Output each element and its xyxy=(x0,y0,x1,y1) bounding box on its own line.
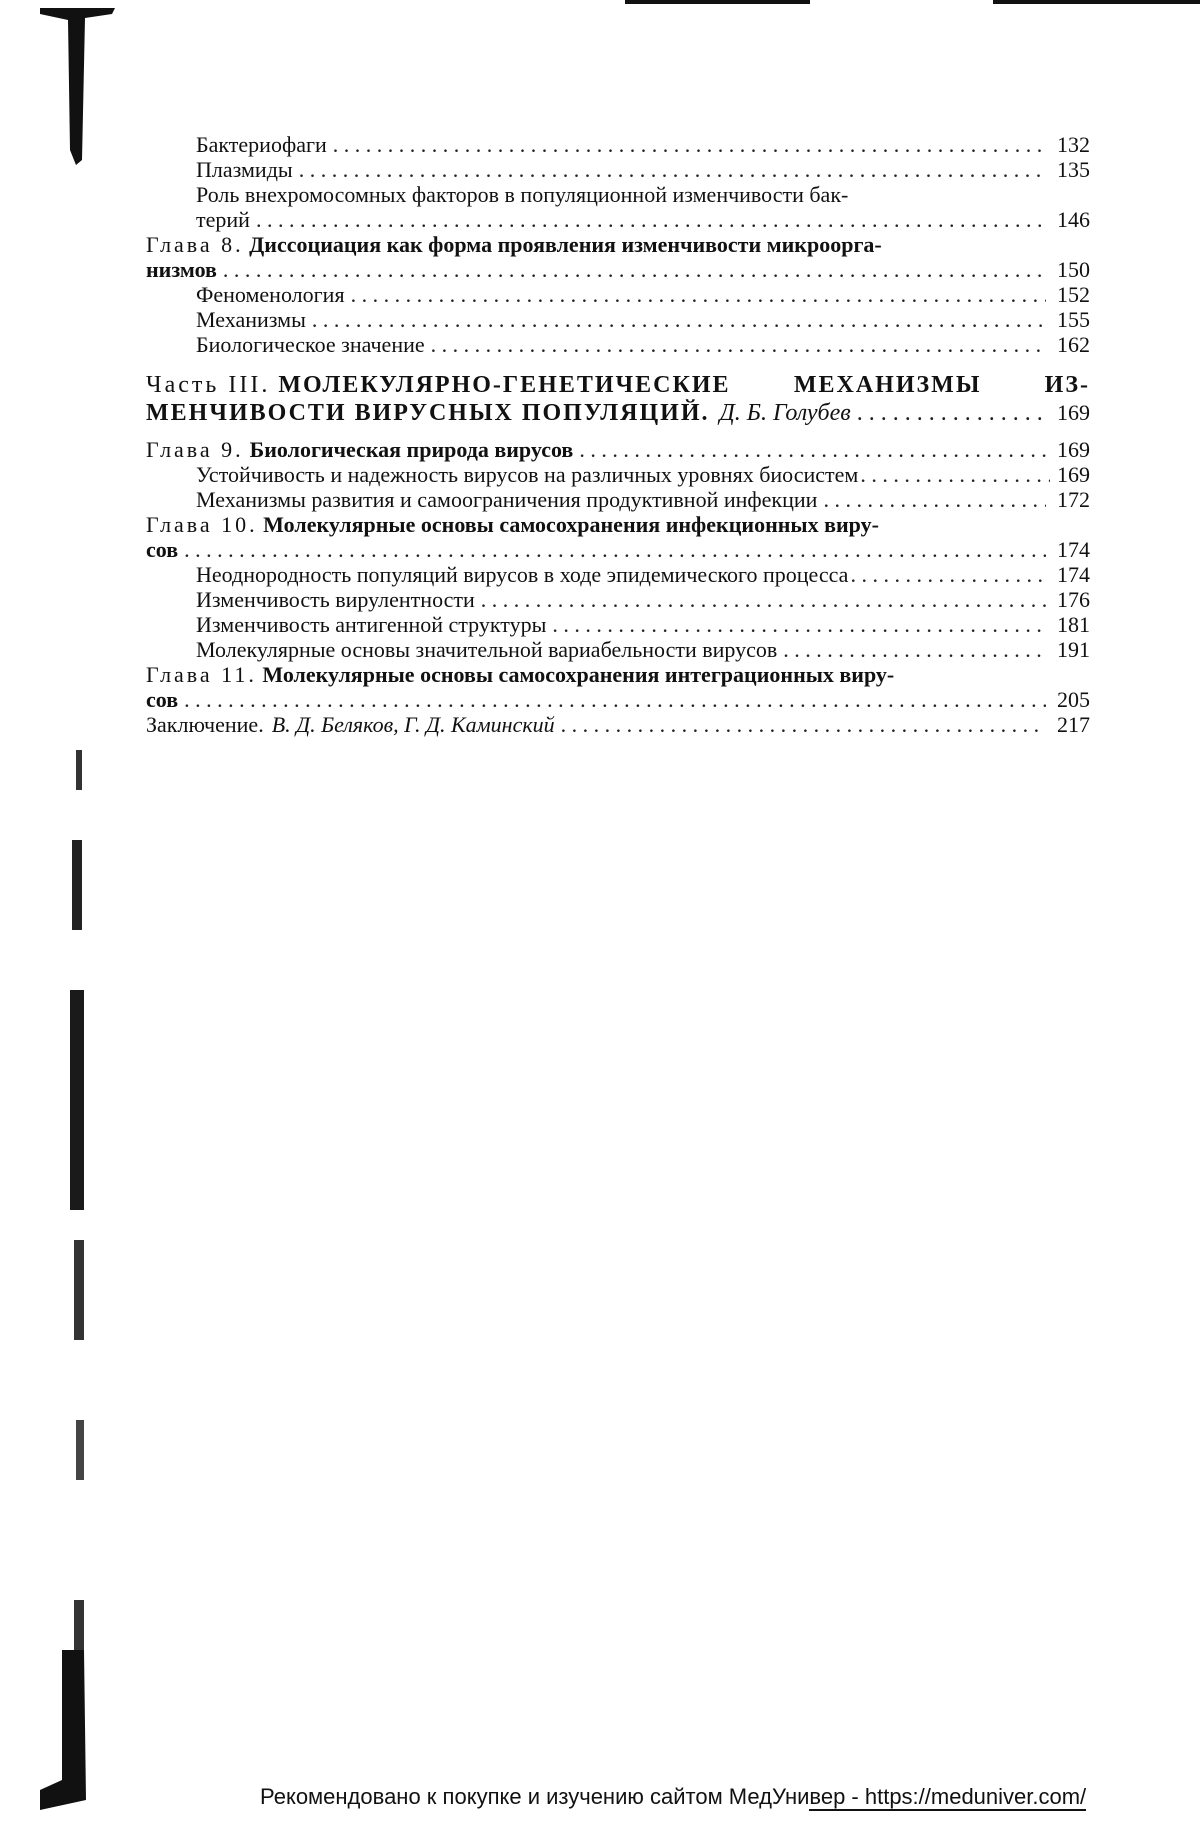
toc-entry[interactable] xyxy=(146,587,1090,612)
toc-entry[interactable] xyxy=(146,612,1090,637)
toc-page-number: 169 xyxy=(1057,437,1090,462)
toc-entry-label: Биологическое значение xyxy=(196,332,425,357)
chapter-title: Молекулярные основы самосохранения инфекционных виру- xyxy=(263,512,879,537)
part-title-word: МЕХАНИЗМЫ xyxy=(793,372,982,398)
part-prefix: Часть III. xyxy=(146,372,271,398)
toc-page-number: 172 xyxy=(1057,487,1090,512)
dot-leader xyxy=(184,687,1046,712)
toc-page-number: 191 xyxy=(1057,637,1090,662)
toc-entry[interactable] xyxy=(146,207,1090,232)
chapter-prefix: Глава 10. xyxy=(146,512,258,537)
toc-page-number: 169 xyxy=(1057,400,1090,425)
part-title-word xyxy=(146,371,731,399)
chapter-title-cont: сов xyxy=(146,687,179,712)
toc-page-number: 162 xyxy=(1057,332,1090,357)
toc-page-number: 150 xyxy=(1057,257,1090,282)
toc-entry-label: Феноменология xyxy=(196,282,345,307)
toc-entry-label: Плазмиды xyxy=(196,157,293,182)
dot-leader xyxy=(299,157,1046,182)
part-title-word: МОЛЕКУЛЯРНО-ГЕНЕТИЧЕСКИЕ xyxy=(278,372,731,398)
toc-entry-label: Молекулярные основы значительной вариабельности вирусов xyxy=(196,637,778,662)
dot-leader xyxy=(823,487,1046,512)
toc-entry-line[interactable]: Роль внехромосомных факторов в популяционной изменчивости бак- xyxy=(196,182,849,207)
toc-entry-label: Механизмы развития и самоограничения продуктивной инфекции xyxy=(196,487,818,512)
conclusion-entry[interactable] xyxy=(146,712,1090,737)
chapter-11-heading[interactable] xyxy=(146,662,1090,687)
dot-leader xyxy=(857,399,1046,427)
toc-page-number: 176 xyxy=(1057,587,1090,612)
chapter-title: Молекулярные основы самосохранения интеграционных виру- xyxy=(262,662,895,687)
spacer xyxy=(146,427,1090,437)
chapter-prefix: Глава 8. xyxy=(146,232,244,257)
dot-leader xyxy=(333,132,1046,157)
scan-top-rule xyxy=(993,0,1200,4)
toc-page-number: 155 xyxy=(1057,307,1090,332)
chapter-title-cont: сов xyxy=(146,537,179,562)
chapter-8-heading[interactable] xyxy=(146,232,1090,257)
toc-entry-label: Неоднородность популяций вирусов в ходе эпидемического процесса xyxy=(196,562,849,587)
toc-page-number: 174 xyxy=(1057,537,1090,562)
toc-entry[interactable] xyxy=(146,637,1090,662)
chapter-prefix: Глава 9. xyxy=(146,437,244,462)
toc-entry-label: Механизмы xyxy=(196,307,306,332)
toc-page-number: 217 xyxy=(1057,712,1090,737)
chapter-9-heading[interactable] xyxy=(146,437,1090,462)
dot-leader xyxy=(579,437,1046,462)
chapter-title: Биологическая природа вирусов xyxy=(249,437,574,462)
dot-leader xyxy=(256,207,1046,232)
chapter-title-cont: низмов xyxy=(146,257,217,282)
dot-leader xyxy=(561,712,1046,737)
table-of-contents xyxy=(146,132,1090,737)
dot-leader xyxy=(312,307,1046,332)
toc-entry xyxy=(146,399,1090,427)
toc-page-number: 181 xyxy=(1057,612,1090,637)
footer-link[interactable]: вер - https://meduniver.com/ xyxy=(809,1784,1087,1809)
chapter-title: Диссоциация как форма проявления изменчивости микроорга- xyxy=(249,232,882,257)
dot-leader xyxy=(184,537,1046,562)
toc-entry-label: Заключение. xyxy=(146,712,264,737)
chapter-10-heading[interactable] xyxy=(146,512,1090,537)
toc-entry[interactable] xyxy=(146,462,1090,487)
toc-entry-label: Изменчивость вирулентности xyxy=(196,587,475,612)
toc-entry[interactable] xyxy=(146,332,1090,357)
toc-entry[interactable] xyxy=(146,282,1090,307)
toc-entry[interactable] xyxy=(146,132,1090,157)
dot-leader xyxy=(552,612,1046,637)
dot-leader xyxy=(431,332,1046,357)
toc-entry-label: Бактериофаги xyxy=(196,132,327,157)
chapter-prefix: Глава 11. xyxy=(146,662,257,687)
toc-entry[interactable] xyxy=(146,257,1090,282)
part-title-line xyxy=(146,371,1090,399)
part-title-cont: МЕНЧИВОСТИ ВИРУСНЫХ ПОПУЛЯЦИЙ. xyxy=(146,400,710,426)
toc-page-number: 132 xyxy=(1057,132,1090,157)
toc-entry-label: Устойчивость и надежность вирусов на различных уровнях биосистем xyxy=(196,462,859,487)
dot-leader xyxy=(850,562,1050,587)
footer-watermark xyxy=(260,1784,1086,1810)
toc-entry[interactable] xyxy=(146,487,1090,512)
scan-edge-shadow xyxy=(40,0,120,1822)
dot-leader xyxy=(860,462,1050,487)
footer-text: Рекомендовано к покупке и изучению сайтом МедУни xyxy=(260,1784,810,1809)
toc-entry-label: Изменчивость антигенной структуры xyxy=(196,612,547,637)
conclusion-authors: В. Д. Беляков, Г. Д. Каминский xyxy=(271,712,555,737)
toc-entry[interactable] xyxy=(146,687,1090,712)
toc-entry[interactable] xyxy=(146,537,1090,562)
toc-page-number: 174 xyxy=(1057,562,1090,587)
toc-entry[interactable] xyxy=(146,307,1090,332)
toc-page-number: 169 xyxy=(1057,462,1090,487)
part-3-heading[interactable] xyxy=(146,371,1090,427)
dot-leader xyxy=(351,282,1046,307)
toc-entry[interactable] xyxy=(146,157,1090,182)
toc-page-number: 146 xyxy=(1057,207,1090,232)
part-title-word: ИЗ- xyxy=(1044,372,1090,398)
toc-page-number: 135 xyxy=(1057,157,1090,182)
toc-entry-label: терий xyxy=(196,207,250,232)
toc-entry[interactable] xyxy=(146,562,1090,587)
scan-top-rule xyxy=(625,0,810,4)
toc-page-number: 152 xyxy=(1057,282,1090,307)
part-author: Д. Б. Голубев xyxy=(719,400,851,426)
toc-page-number: 205 xyxy=(1057,687,1090,712)
dot-leader xyxy=(481,587,1046,612)
dot-leader xyxy=(223,257,1046,282)
dot-leader xyxy=(783,637,1046,662)
